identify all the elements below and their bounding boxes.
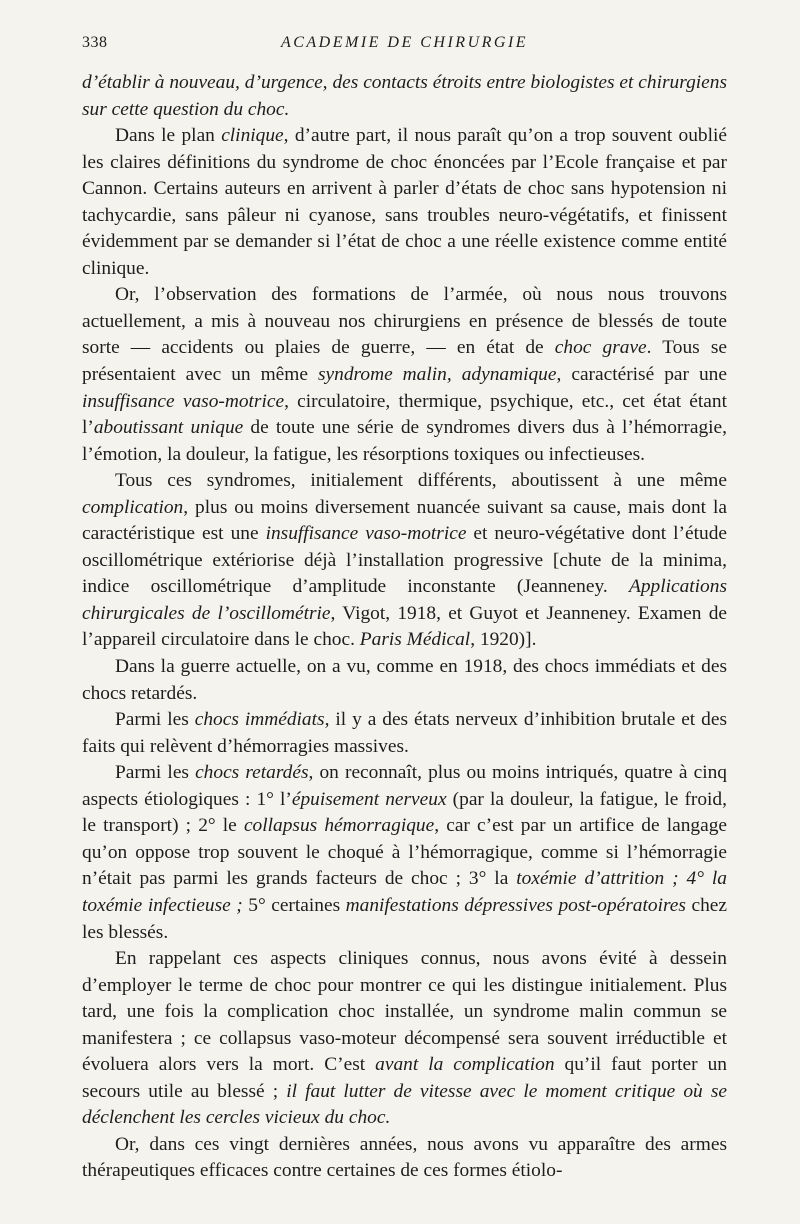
text-run: . Tous se présentaient avec un même xyxy=(82,337,727,386)
text-run: Parmi les xyxy=(115,762,196,784)
italic-text: insuffisance vaso-motrice xyxy=(265,523,467,545)
text-run: , caractérisé par une xyxy=(556,364,727,386)
italic-text: syndrome malin, adynamique xyxy=(318,364,557,386)
italic-text: collapsus hémorragique xyxy=(243,815,435,837)
text-run: et neuro-végétative dont l’étude oscillométrique extériorise déjà l’installation progressive [chute de la minima, indice oscillométrique d’amplitude inconstante (Jeanneney. xyxy=(82,523,727,598)
journal-title: ACADEMIE DE CHIRURGIE xyxy=(280,34,529,51)
italic-text: insuffisance vaso-motrice xyxy=(82,390,285,412)
text-run: En rappelant ces aspects cliniques connus, nous avons évité à dessein d’employer le terme de choc pour montrer ce qui les distingue initialement. Plus tard, une fois la complication choc installée, un syndrome malin commun se manifestera ; ce collapsus vaso-moteur décompensé sera souvent irréductible et évoluera alors vers la mort. C’est xyxy=(82,948,727,1076)
paragraph xyxy=(82,70,727,123)
text-run: , 1920)]. xyxy=(470,629,537,651)
italic-text: chocs retardés xyxy=(195,762,309,784)
page-number: 338 xyxy=(82,34,108,51)
paragraph xyxy=(82,468,727,654)
paragraph xyxy=(82,946,727,1132)
italic-text: chocs immédiats xyxy=(194,709,325,731)
italic-text: il faut lutter de vitesse avec le moment critique où se déclenchent les cercles vicieux du choc. xyxy=(82,1080,727,1129)
text-run: Or, l’observation des formations de l’armée, où nous nous trouvons actuellement, a mis à nouveau nos chirurgiens en présence de blessés de toute sorte — accidents ou plaies de guerre, — en état de xyxy=(82,284,727,359)
italic-text: avant la complication xyxy=(375,1054,555,1076)
text-run: Tous ces syndromes, initialement différents, aboutissent à une même xyxy=(115,470,727,492)
text-run: , il y a des états nerveux d’inhibition brutale et des faits qui relèvent d’hémorragies massives. xyxy=(82,709,727,757)
text-run: Or, dans ces vingt dernières années, nous avons vu apparaître des armes thérapeutiques efficaces contre certaines de ces formes étiolo- xyxy=(82,1133,727,1182)
text-run: , Vigot, 1918, et Guyot et Jeanneney. Examen de l’appareil circulatoire dans le choc. xyxy=(82,602,727,651)
text-run: de toute une série de syndromes divers dus à l’hémorragie, l’émotion, la douleur, la fatigue, les résorptions toxiques ou infectieuses. xyxy=(82,417,727,465)
italic-text: épuisement nerveux xyxy=(291,788,447,810)
paragraph xyxy=(82,282,727,468)
text-run: Dans le plan xyxy=(115,125,222,147)
text-run: , plus ou moins diversement nuancée suivant sa cause, mais dont la caractéristique est une xyxy=(82,496,727,545)
text-run: Dans la guerre actuelle, on a vu, comme en 1918, des chocs immédiats et des chocs retardés. xyxy=(82,656,727,704)
text-run: chez les blessés. xyxy=(82,894,727,943)
paragraph xyxy=(82,123,727,282)
italic-text: Paris Médical xyxy=(359,629,471,651)
text-run: (par la douleur, la fatigue, le froid, le transport) ; 2° le xyxy=(82,788,727,837)
italic-text: d’établir à nouveau, d’urgence, des contacts étroits entre biologistes et chirurgiens sur cette question du choc. xyxy=(82,72,727,120)
paragraph xyxy=(82,760,727,946)
italic-text: complication xyxy=(82,496,184,518)
italic-text: aboutissant unique xyxy=(93,417,244,439)
body-text xyxy=(82,70,727,1185)
text-run: , on reconnaît, plus ou moins intriqués, quatre à cinq aspects étiologiques : 1° l’ xyxy=(82,762,727,810)
text-run: qu’il faut porter un secours utile au blessé ; xyxy=(82,1054,727,1102)
italic-text: toxémie d’attrition ; 4° la toxémie infectieuse ; xyxy=(82,868,727,916)
text-run: , d’autre part, il nous paraît qu’on a trop souvent oublié les claires définitions du syndrome de choc énoncées par l’Ecole française et par Cannon. Certains auteurs en arrivent à parler d’états de choc sans hypotension ni tachycardie, sans pâleur ni cyanose, sans troubles neuro-végétatifs, et finissent évidemment par se demander si l’état de choc a une réelle existence comme entité clinique. xyxy=(82,125,727,279)
text-run: Parmi les xyxy=(115,709,195,731)
italic-text: choc grave xyxy=(554,337,647,359)
text-run: , car c’est par un artifice de langage qu’on oppose trop souvent le choqué à l’hémorragique, comme si l’hémorragie n’était pas parmi les grands facteurs de choc ; 3° la xyxy=(82,815,727,890)
running-head xyxy=(82,34,727,56)
paragraph xyxy=(82,1132,727,1185)
paragraph xyxy=(82,707,727,760)
italic-text: manifestations dépressives post-opératoires xyxy=(345,894,686,916)
text-run: 5° certaines xyxy=(242,894,346,916)
italic-text: Applications chirurgicales de l’oscillométrie xyxy=(82,576,727,624)
paragraph xyxy=(82,654,727,707)
italic-text: clinique xyxy=(221,125,284,147)
text-run: , circulatoire, thermique, psychique, etc., cet état étant l’ xyxy=(82,390,727,439)
